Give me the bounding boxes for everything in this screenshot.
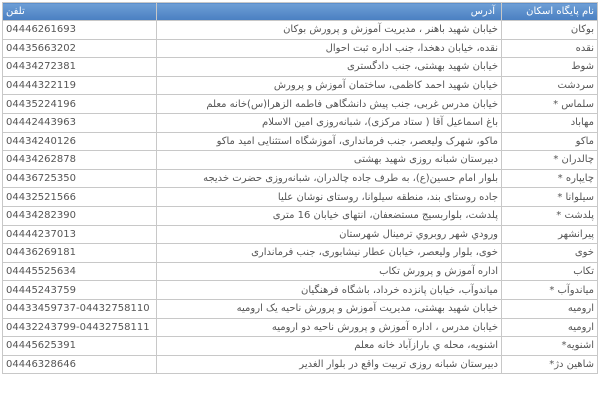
cell-address: پلدشت، بلواربسیج مستضعفان، انتهای خیابان 16 متری <box>157 206 502 225</box>
table-row <box>3 76 598 95</box>
cell-phone: 04444322119 <box>3 76 157 95</box>
table-row <box>3 318 598 337</box>
cell-address: ماکو، شهرک ولیعصر، جنب فرمانداری، آموزشگاه استثنایی امید ماکو <box>157 132 502 151</box>
cell-name: ماکو <box>502 132 598 151</box>
cell-name: چایپاره * <box>502 169 598 188</box>
cell-address: میاندوآب، خیابان پانزده خرداد، باشگاه فرهنگیان <box>157 281 502 300</box>
cell-name: شاهین دژ* <box>502 355 598 374</box>
cell-name: مهاباد <box>502 113 598 132</box>
table-row <box>3 113 598 132</box>
cell-address: خیابان شهید احمد کاظمی، ساختمان آموزش و پرورش <box>157 76 502 95</box>
cell-name: سیلوانا * <box>502 188 598 207</box>
cell-address: باغ اسماعیل آقا ( ستاد مرکزی)، شبانه‌روزی امین الاسلام <box>157 113 502 132</box>
cell-address: جاده روستای بند، منطقه سیلوانا، روستای نوشان علیا <box>157 188 502 207</box>
table-row <box>3 244 598 263</box>
cell-phone: 04446261693 <box>3 21 157 40</box>
cell-address: اشنویه، محله ي باراز‌آباد خانه معلم <box>157 337 502 356</box>
cell-phone: 04435663202 <box>3 39 157 58</box>
cell-phone: 04433459737-04432758110 <box>3 299 157 318</box>
table-row <box>3 225 598 244</box>
table-row <box>3 132 598 151</box>
cell-phone: 04446328646 <box>3 355 157 374</box>
cell-address: خیابان شهید بهشتی، مدیریت آموزش و پرورش ناحیه یک ارومیه <box>157 299 502 318</box>
cell-name: ارومیه <box>502 318 598 337</box>
table-row <box>3 262 598 281</box>
cell-name: شوط <box>502 58 598 77</box>
cell-phone: 04434272381 <box>3 58 157 77</box>
table-row <box>3 95 598 114</box>
cell-phone: 04436269181 <box>3 244 157 263</box>
cell-phone: 04432243799-04432758111 <box>3 318 157 337</box>
table-row <box>3 337 598 356</box>
cell-phone: 04434282390 <box>3 206 157 225</box>
header-name: نام پایگاه اسکان <box>502 3 598 21</box>
cell-phone: 04434240126 <box>3 132 157 151</box>
header-row <box>3 3 598 21</box>
shelter-table-container <box>2 2 597 374</box>
cell-address: ورودي شهر روبروي ترمينال شهرستان <box>157 225 502 244</box>
table-row <box>3 206 598 225</box>
cell-address: نقده، خیابان دهخدا، جنب اداره ثبت احوال <box>157 39 502 58</box>
header-address: آدرس <box>157 3 502 21</box>
cell-name: چالدران * <box>502 151 598 170</box>
cell-name: ارومیه <box>502 299 598 318</box>
cell-address: اداره آموزش و پرورش تکاب <box>157 262 502 281</box>
table-row <box>3 39 598 58</box>
cell-name: پیرانشهر <box>502 225 598 244</box>
table-row <box>3 299 598 318</box>
cell-address: دبیرستان شبانه روزی تربیت واقع در بلوار الغدیر <box>157 355 502 374</box>
table-row <box>3 21 598 40</box>
cell-name: خوی <box>502 244 598 263</box>
cell-name: میاندوآب * <box>502 281 598 300</box>
cell-phone: 04445525634 <box>3 262 157 281</box>
cell-phone: 04435224196 <box>3 95 157 114</box>
table-row <box>3 281 598 300</box>
table-row <box>3 169 598 188</box>
cell-phone: 04444237013 <box>3 225 157 244</box>
table-row <box>3 151 598 170</box>
cell-name: سردشت <box>502 76 598 95</box>
cell-address: خیابان مدرس غربی، جنب پیش دانشگاهی فاطمه الزهرا(س)خانه معلم <box>157 95 502 114</box>
table-row <box>3 355 598 374</box>
cell-address: خوی، بلوار ولیعصر، خیابان عطار نیشابوری، جنب فرمانداری <box>157 244 502 263</box>
cell-name: پلدشت * <box>502 206 598 225</box>
cell-phone: 04434262878 <box>3 151 157 170</box>
cell-phone: 04445625391 <box>3 337 157 356</box>
cell-address: خیابان مدرس ، اداره آموزش و پرورش ناحیه دو ارومیه <box>157 318 502 337</box>
cell-name: نقده <box>502 39 598 58</box>
table-row <box>3 188 598 207</box>
header-phone: تلفن <box>3 3 157 21</box>
cell-phone: 04442443963 <box>3 113 157 132</box>
cell-phone: 04445243759 <box>3 281 157 300</box>
cell-name: بوکان <box>502 21 598 40</box>
cell-address: دبیرستان شبانه روزی شهید بهشتی <box>157 151 502 170</box>
cell-address: خیابان شهید باهنر ، مدیریت آموزش و پرورش بوکان <box>157 21 502 40</box>
cell-name: سلماس * <box>502 95 598 114</box>
cell-phone: 04436725350 <box>3 169 157 188</box>
cell-phone: 04432521566 <box>3 188 157 207</box>
cell-address: بلوار امام حسین(ع)، به طرف جاده چالدران، شبانه‌روزی حضرت خدیجه <box>157 169 502 188</box>
cell-name: تکاب <box>502 262 598 281</box>
cell-name: اشنویه* <box>502 337 598 356</box>
shelter-table <box>2 2 598 374</box>
table-row <box>3 58 598 77</box>
cell-address: خیابان شهید بهشتی، جنب دادگستری <box>157 58 502 77</box>
